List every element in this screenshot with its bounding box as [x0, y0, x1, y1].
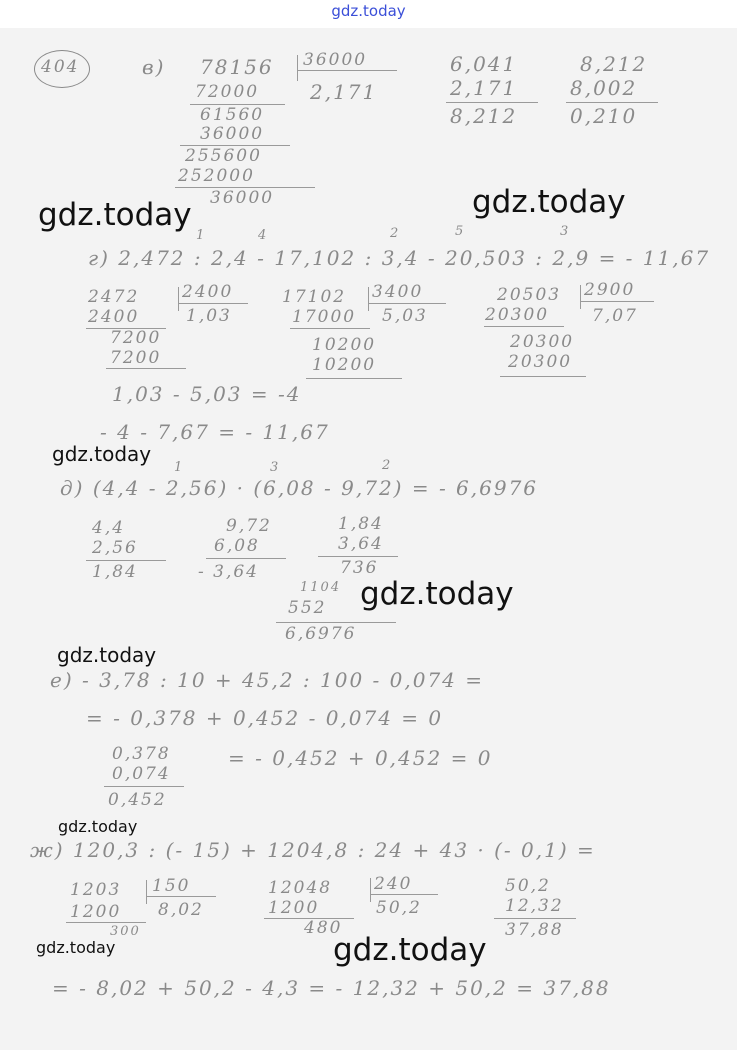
part-v-sub-rule — [566, 102, 658, 103]
part-g-div2-rule-1 — [290, 328, 370, 329]
part-v-step-5: 252000 — [178, 166, 255, 186]
part-zh-div2-line — [370, 894, 438, 895]
part-e-calc: = - 0,452 + 0,452 = 0 — [228, 746, 493, 770]
part-v-dividend: 78156 — [200, 55, 274, 79]
part-g-div1-dividend: 2472 — [88, 287, 140, 307]
part-v-quotient: 2,171 — [310, 80, 378, 104]
part-g-div2-dividend: 17102 — [282, 287, 347, 307]
site-header[interactable]: gdz.today — [331, 2, 406, 20]
part-e-add-a: 0,378 — [112, 744, 171, 764]
part-v-add-sum: 8,212 — [450, 104, 518, 128]
part-zh-div2-divisor: 240 — [374, 874, 413, 894]
part-d-sub1-rule — [86, 560, 166, 561]
part-zh-div2-step-2: 480 — [304, 918, 343, 938]
part-g-order-1: 1 — [196, 228, 207, 243]
part-d-mul-partial-1: 736 — [340, 558, 379, 578]
part-v-add-b: 2,171 — [450, 76, 518, 100]
part-g-div3-quotient: 7,07 — [592, 306, 638, 326]
watermark-6: gdz.today — [58, 817, 138, 836]
part-e-line-2: = - 0,378 + 0,452 - 0,074 = 0 — [86, 706, 444, 730]
part-v-add-rule — [446, 102, 538, 103]
part-g-div1-line — [178, 303, 248, 304]
part-g-div3-divisor: 2900 — [584, 280, 636, 300]
part-v-divisor: 36000 — [303, 50, 368, 70]
part-g-div2-step-2: 10200 — [312, 335, 377, 355]
part-e-line-1: е) - 3,78 : 10 + 45,2 : 100 - 0,074 = — [50, 668, 485, 692]
part-g-line: г) 2,472 : 2,4 - 17,102 : 3,4 - 20,503 : 2,9 = - 11,67 — [88, 246, 711, 270]
part-e-add-rule — [104, 786, 184, 787]
part-g-div1-quotient: 1,03 — [186, 306, 232, 326]
part-d-order-1: 1 — [174, 460, 185, 475]
problem-number: 404 — [41, 57, 80, 77]
part-g-calc-2: - 4 - 7,67 = - 11,67 — [100, 420, 330, 444]
part-v-sub-b: 8,002 — [570, 76, 638, 100]
part-d-sub2-rule — [206, 558, 286, 559]
part-g-order-3: 2 — [390, 226, 401, 241]
part-v-label: в) — [142, 55, 166, 79]
part-zh-div1-divisor: 150 — [152, 876, 191, 896]
part-zh-div1-step-1: 1200 — [70, 902, 122, 922]
watermark-1: gdz.today — [38, 197, 192, 233]
part-g-div3-step-1: 20300 — [485, 305, 550, 325]
part-v-division-line — [297, 70, 397, 71]
part-g-div1-rule-2 — [106, 368, 186, 369]
part-d-order-3: 2 — [382, 458, 393, 473]
part-g-div1-divisor: 2400 — [182, 282, 234, 302]
part-d-mul-a: 1,84 — [338, 514, 384, 534]
part-zh-sub-b: 12,32 — [505, 896, 564, 916]
part-d-mul-result: 6,6976 — [285, 624, 357, 644]
part-zh-sub-rule — [494, 918, 576, 919]
part-d-sub2-b: 6,08 — [214, 536, 260, 556]
part-zh-div1-step-2: 300 — [110, 924, 141, 939]
part-d-mul-rule-2 — [276, 622, 396, 623]
part-v-sub-a: 8,212 — [580, 52, 648, 76]
part-zh-sub-result: 37,88 — [505, 920, 564, 940]
part-d-sub2-result: - 3,64 — [198, 562, 259, 582]
part-v-step-2: 61560 — [200, 105, 265, 125]
part-zh-div1-quotient: 8,02 — [158, 900, 204, 920]
watermark-4: gdz.today — [360, 576, 514, 612]
part-d-order-2: 3 — [270, 460, 281, 475]
part-zh-div2-bar — [370, 878, 371, 902]
watermark-8: gdz.today — [333, 932, 487, 968]
part-g-div2-line — [368, 303, 446, 304]
part-v-division-bar — [297, 55, 298, 81]
part-e-add-b: 0,074 — [112, 764, 171, 784]
part-v-sub-diff: 0,210 — [570, 104, 638, 128]
part-zh-div2-dividend: 12048 — [268, 878, 333, 898]
part-g-div2-step-3: 10200 — [312, 355, 377, 375]
part-g-order-2: 4 — [258, 228, 269, 243]
part-zh-div2-quotient: 50,2 — [376, 898, 422, 918]
part-g-div1-step-3: 7200 — [110, 348, 162, 368]
part-e-add-result: 0,452 — [108, 790, 167, 810]
part-d-mul-partial-3: 552 — [288, 598, 327, 618]
part-g-div2-rule-2 — [306, 378, 402, 379]
part-g-div2-bar — [368, 287, 369, 311]
part-v-step-1: 72000 — [195, 82, 260, 102]
part-g-calc-1: 1,03 - 5,03 = -4 — [112, 382, 302, 406]
part-g-div3-rule-1 — [484, 326, 564, 327]
part-g-div3-step-3: 20300 — [508, 352, 573, 372]
part-d-sub2-a: 9,72 — [226, 516, 272, 536]
part-d-sub1-a: 4,4 — [92, 518, 126, 538]
part-zh-sub-a: 50,2 — [505, 876, 551, 896]
part-g-order-5: 3 — [560, 224, 571, 239]
watermark-5: gdz.today — [57, 643, 157, 667]
part-g-div3-dividend: 20503 — [497, 285, 562, 305]
part-v-add-a: 6,041 — [450, 52, 518, 76]
part-d-line: д) (4,4 - 2,56) · (6,08 - 9,72) = - 6,6976 — [60, 476, 539, 500]
part-g-div3-line — [580, 301, 654, 302]
part-v-step-4: 255600 — [185, 146, 262, 166]
watermark-3: gdz.today — [52, 442, 152, 466]
part-d-sub1-b: 2,56 — [92, 538, 138, 558]
part-g-div1-bar — [178, 287, 179, 311]
part-zh-div1-line — [146, 896, 216, 897]
part-g-div3-bar — [580, 285, 581, 309]
part-g-div1-step-2: 7200 — [110, 328, 162, 348]
part-zh-line: ж) 120,3 : (- 15) + 1204,8 : 24 + 43 · (- 0,1) = — [30, 838, 596, 862]
part-zh-div2-step-1: 1200 — [268, 898, 320, 918]
part-d-mul-b: 3,64 — [338, 534, 384, 554]
part-d-mul-partial-2: 1104 — [300, 580, 342, 595]
part-v-step-3: 36000 — [200, 124, 265, 144]
part-zh-div1-dividend: 1203 — [70, 880, 122, 900]
problem-number-badge — [34, 50, 90, 88]
part-g-order-4: 5 — [455, 224, 466, 239]
part-d-sub1-result: 1,84 — [92, 562, 138, 582]
part-v-step-6: 36000 — [210, 188, 275, 208]
part-g-div1-step-1: 2400 — [88, 307, 140, 327]
part-g-div3-rule-2 — [500, 376, 586, 377]
part-g-div2-step-1: 17000 — [292, 307, 357, 327]
part-g-div2-quotient: 5,03 — [382, 306, 428, 326]
part-zh-div1-bar — [146, 880, 147, 904]
part-g-div3-step-2: 20300 — [510, 332, 575, 352]
part-zh-final: = - 8,02 + 50,2 - 4,3 = - 12,32 + 50,2 = 37,88 — [52, 976, 611, 1000]
watermark-2: gdz.today — [472, 184, 626, 220]
watermark-7: gdz.today — [36, 938, 116, 957]
part-d-mul-rule-1 — [318, 556, 398, 557]
part-zh-div1-rule — [66, 922, 146, 923]
part-g-div2-divisor: 3400 — [372, 282, 424, 302]
